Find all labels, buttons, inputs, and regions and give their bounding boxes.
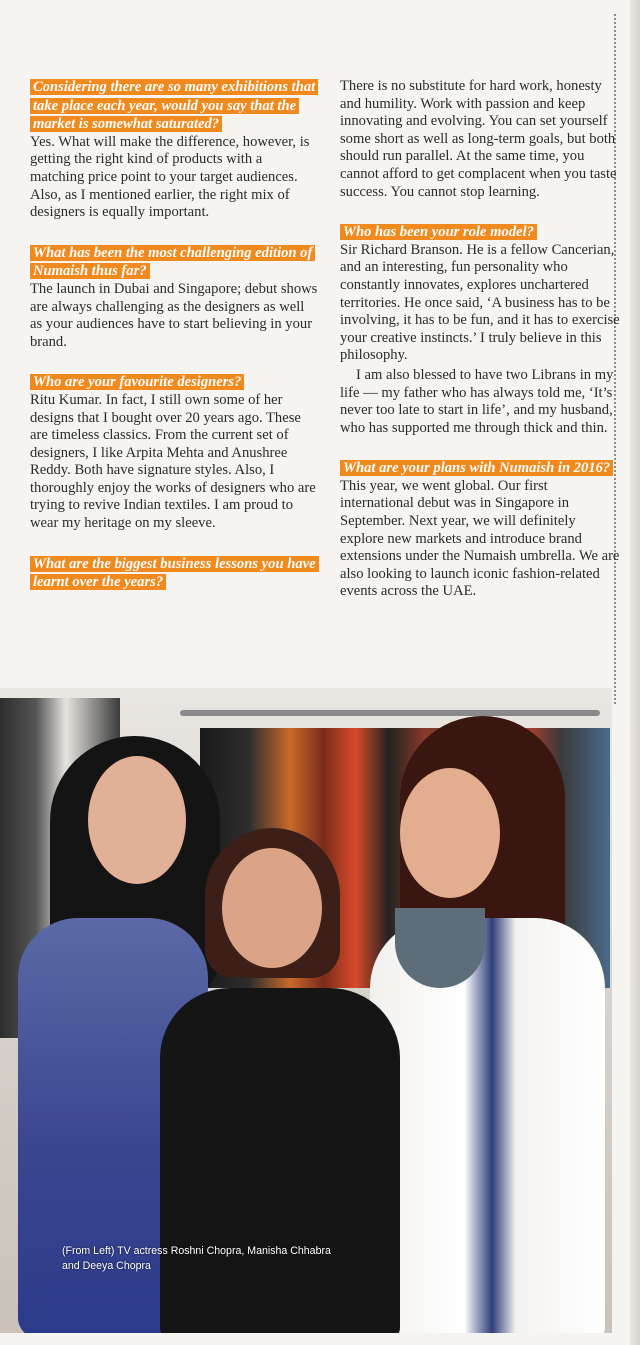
person-center-face [222, 848, 322, 968]
answer-text: There is no substitute for hard work, honesty and humility. Work with passion and keep innovating and evolving. You can set yourself some short as well as long-term goals, but both should run parallel. At the same time, you cannot afford to get complacent when you taste success. You cannot stop learning. [340, 78, 617, 200]
clothing-rail [180, 710, 600, 716]
left-column [30, 78, 320, 614]
person-left-face [88, 756, 186, 884]
qa-block-saturation [30, 78, 320, 222]
person-right-body [370, 918, 605, 1333]
qa-block-business-lessons [30, 555, 320, 592]
qa-block-role-model [340, 223, 620, 437]
person-right-face [400, 768, 500, 898]
qa-block-plans [340, 459, 620, 601]
question-heading: Who has been your role model? [340, 224, 537, 240]
question-heading: What has been the most challenging edition of Numaish thus far? [30, 245, 315, 280]
question-heading: What are your plans with Numaish in 2016? [340, 460, 613, 476]
question-heading: What are the biggest business lessons you have learnt over the years? [30, 556, 319, 591]
qa-block-challenging-edition [30, 244, 320, 352]
answer-text: The launch in Dubai and Singapore; debut shows are always challenging as the designers as well as your audiences have to start believing in your brand. [30, 280, 318, 350]
question-heading: Considering there are so many exhibitions that take place each year, would you say that the market is somewhat saturated? [30, 79, 318, 132]
answer-text: Yes. What will make the difference, however, is getting the right kind of products with a matching price point to your target audiences. Also, as I mentioned earlier, the right mix of designers is equally important. [30, 133, 310, 221]
page-edge [630, 0, 640, 1345]
person-center-body [160, 988, 400, 1333]
qa-block-lessons-answer [340, 78, 620, 201]
qa-block-favourite-designers [30, 373, 320, 532]
answer-text-continued: I am also blessed to have two Librans in my life — my father who has always told me, ‘It’s never too late to start in life’, and my husband, who has supported me through thick and thin. [340, 366, 614, 436]
answer-text: Sir Richard Branson. He is a fellow Cancerian, and an interesting, fun personality who constantly innovates, explores unchartered territories. He once said, ‘A business has to be involving, it has to be fun, and it has to exercise your creative instincts.’ I truly believe in this philosophy. [340, 241, 620, 364]
photo-caption: (From Left) TV actress Roshni Chopra, Manisha Chhabra and Deeya Chopra [62, 1245, 331, 1272]
event-photo [0, 688, 612, 1333]
answer-text: Ritu Kumar. In fact, I still own some of her designs that I bought over 20 years ago. These are timeless classics. From the current set of designers, I like Arpita Mehta and Anushree Reddy. Both have signature styles. Also, I thoroughly enjoy the works of designers who are trying to revive Indian textiles. I am proud to wear my heritage on my sleeve. [30, 391, 316, 532]
question-heading: Who are your favourite designers? [30, 374, 244, 390]
answer-text: This year, we went global. Our first international debut was in Singapore in September. Next year, we will definitely explore new markets and introduce brand extensions under the Numaish umbrella. We are also looking to launch iconic fashion-related events across the UAE. [340, 477, 620, 600]
right-column [340, 78, 620, 623]
